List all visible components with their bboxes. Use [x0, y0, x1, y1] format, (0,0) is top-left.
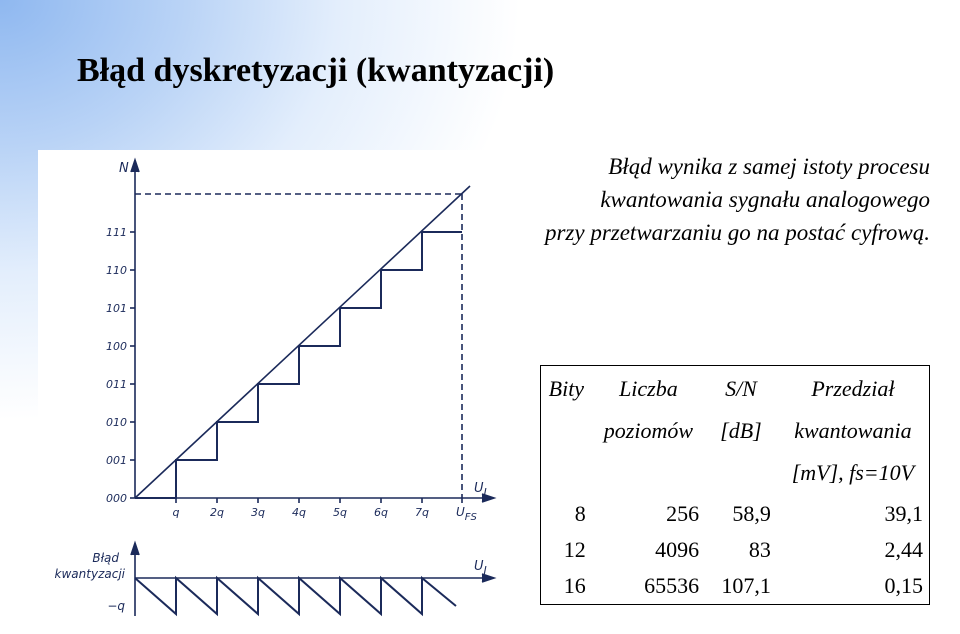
header-line: [dB] [720, 418, 762, 443]
q-tick-label: q [172, 506, 180, 519]
neg-q-label: −q [107, 599, 125, 613]
q-tick-label: 5q [333, 506, 347, 519]
q-tick-label: 6q [374, 506, 388, 519]
table-header-row [541, 366, 930, 497]
n-axis-arrow [131, 160, 139, 172]
quantization-table [540, 365, 930, 605]
header-line: Bity [548, 376, 585, 401]
table-cell: 256 [666, 501, 700, 526]
ufs-label: $U_{FS}$ [456, 505, 477, 523]
table-cell: 8 [574, 501, 586, 526]
ideal-transfer-line [135, 186, 470, 498]
header-sn [705, 366, 777, 497]
page-title: Błąd dyskretyzacji (kwantyzacji) [77, 52, 555, 89]
code-label: 110 [106, 264, 127, 277]
table-cell: 0,15 [884, 573, 923, 598]
code-label: 101 [106, 302, 127, 315]
u-axis-label: $U_I$ [474, 481, 487, 499]
description-line: Błąd wynika z samej istoty procesu [608, 154, 930, 179]
description-line: przy przetwarzaniu go na postać cyfrową. [544, 220, 930, 245]
table-cell: 12 [563, 537, 586, 562]
description-line: kwantowania sygnału analogowego [600, 187, 930, 212]
code-label: 010 [106, 416, 127, 429]
n-axis-label: N [119, 161, 129, 176]
header-line: kwantowania [794, 418, 912, 443]
table-row [541, 532, 930, 568]
header-interval [777, 366, 930, 497]
error-label: Błąd [92, 551, 119, 565]
error-label: kwantyzacji [54, 567, 125, 581]
q-tick-label: 3q [251, 506, 265, 519]
table-cell: 39,1 [884, 501, 923, 526]
q-tick-label: 7q [415, 506, 429, 519]
header-line: [mV], fs=10V [791, 460, 915, 485]
q-tick-label: 2q [210, 506, 224, 519]
description [490, 150, 930, 249]
table-cell: 2,44 [884, 537, 923, 562]
staircase-transfer-line [135, 232, 462, 498]
header-line: S/N [725, 376, 757, 401]
table-row [541, 496, 930, 532]
header-line: Przedział [811, 376, 895, 401]
table-cell: 4096 [655, 537, 700, 562]
table-cell: 83 [748, 537, 771, 562]
table-cell: 65536 [644, 573, 700, 598]
table-cell: 58,9 [732, 501, 771, 526]
table-cell: 107,1 [721, 573, 771, 598]
header-levels [592, 366, 705, 497]
header-line: poziomów [603, 418, 694, 443]
code-label: 011 [106, 378, 127, 391]
code-label: 001 [106, 454, 127, 467]
code-label: 111 [106, 226, 127, 239]
error-axis-arrow [131, 543, 139, 555]
code-label: 000 [106, 492, 127, 505]
table-row [541, 568, 930, 605]
header-bits [541, 366, 592, 497]
error-u-axis-label: $U_I$ [474, 559, 487, 577]
quantization-diagram [38, 150, 508, 630]
q-tick-label: 4q [292, 506, 306, 519]
error-sawtooth [135, 578, 456, 614]
header-line: Liczba [619, 376, 678, 401]
code-label: 100 [106, 340, 127, 353]
table-cell: 16 [563, 573, 586, 598]
